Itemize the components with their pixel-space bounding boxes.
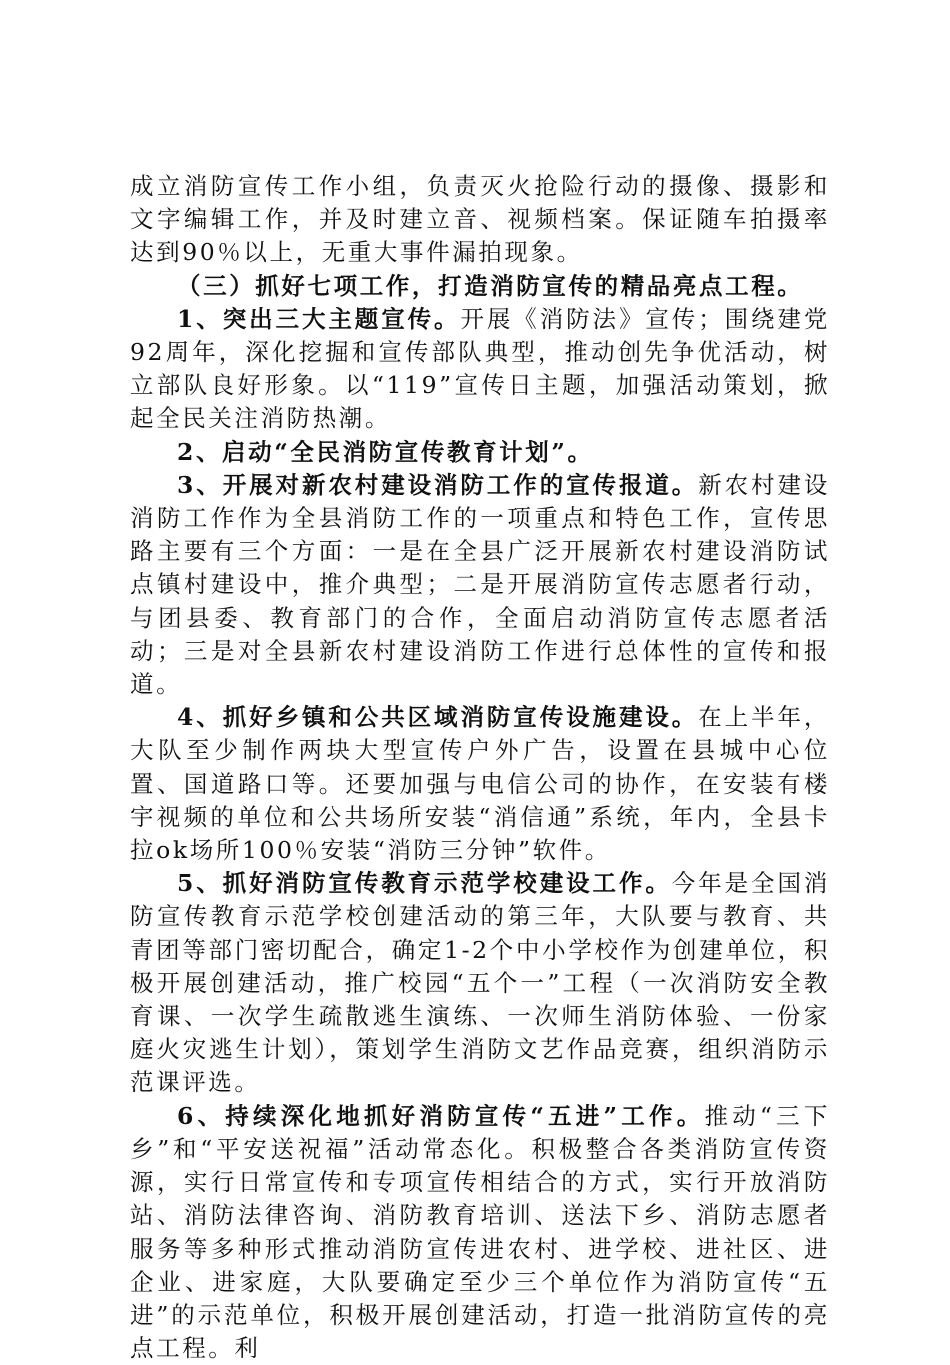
item-3-paragraph (130, 469, 830, 701)
item-5-body: 今年是全国消防宣传教育示范学校创建活动的第三年，大队要与教育、共青团等部门密切配合，确定1-2个中小学校作为创建单位，积极开展创建活动，推广校园“五个一”工程（一次消防安全教育课、一次学生疏散逃生演练、一次师生消防体验、一份家庭火灾逃生计划），策划学生消防文艺作品竞赛，组织消防示范课评选。 (130, 869, 830, 1097)
item-6-body: 推动“三下乡”和“平安送祝福”活动常态化。积极整合各类消防宣传资源，实行日常宣传和专项宣传相结合的方式，实行开放消防站、消防法律咨询、消防教育培训、送法下乡、消防志愿者服务等多种形式推动消防宣传进农村、进学校、进社区、进企业、进家庭，大队要确定至少三个单位作为消防宣传“五进”的示范单位，积极开展创建活动，打造一批消防宣传的亮点工程。利 (130, 1101, 830, 1363)
item-1-paragraph (130, 303, 830, 436)
item-5-paragraph (130, 867, 830, 1099)
item-6-paragraph (130, 1100, 830, 1365)
document-page (130, 170, 830, 1365)
item-4-lead: 4、抓好乡镇和公共区域消防宣传设施建设。 (177, 703, 699, 732)
section-heading-three (130, 270, 830, 303)
item-3-lead: 3、开展对新农村建设消防工作的宣传报道。 (177, 470, 699, 499)
item-2-paragraph (130, 436, 830, 469)
section-heading-text: （三）抓好七项工作，打造消防宣传的精品亮点工程。 (177, 271, 804, 300)
item-1-lead: 1、突出三大主题宣传。 (177, 304, 461, 333)
paragraph-body: 成立消防宣传工作小组，负责灭火抢险行动的摄像、摄影和文字编辑工作，并及时建立音、视频档案。保证随车拍摄率达到90％以上，无重大事件漏拍现象。 (130, 172, 830, 267)
item-4-body: 在上半年，大队至少制作两块大型宣传户外广告，设置在县城中心位置、国道路口等。还要加强与电信公司的协作，在安装有楼宇视频的单位和公共场所安装“消信通”系统，年内，全县卡拉ok场所100％安装“消防三分钟”软件。 (130, 703, 830, 865)
item-5-lead: 5、抓好消防宣传教育示范学校建设工作。 (177, 869, 672, 898)
paragraph-continuation (130, 170, 830, 270)
item-4-paragraph (130, 701, 830, 867)
item-1-body: 开展《消防法》宣传；围绕建党92周年，深化挖掘和宣传部队典型，推动创先争优活动，树立部队良好形象。以“119”宣传日主题，加强活动策划，掀起全民关注消防热潮。 (130, 304, 830, 433)
item-2-lead: 2、启动“全民消防宣传教育计划”。 (177, 437, 594, 466)
item-3-body: 新农村建设消防工作作为全县消防工作的一项重点和特色工作，宣传思路主要有三个方面：一是在全县广泛开展新农村建设消防试点镇村建设中，推介典型；二是开展消防宣传志愿者行动，与团县委、教育部门的合作，全面启动消防宣传志愿者活动；三是对全县新农村建设消防工作进行总体性的宣传和报道。 (130, 470, 830, 699)
item-6-lead: 6、持续深化地抓好消防宣传“五进”工作。 (177, 1101, 705, 1130)
